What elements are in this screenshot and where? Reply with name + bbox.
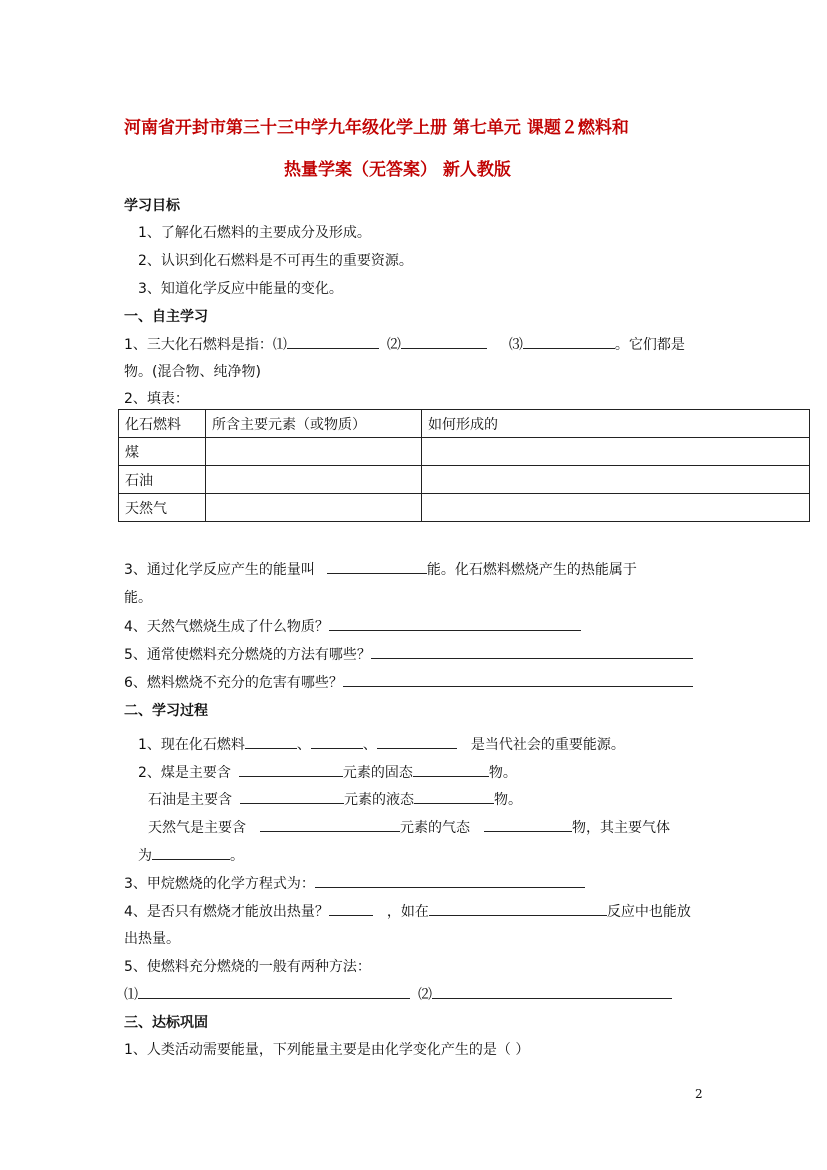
table-cell-blank[interactable] xyxy=(422,466,810,494)
p2-gas-line-2 xyxy=(138,845,244,865)
p4-line xyxy=(124,901,691,921)
blank-chemical-energy[interactable] xyxy=(327,559,427,574)
q6-label: 6、燃料燃烧不充分的危害有哪些？ xyxy=(124,675,343,691)
q5-label: 5、通常使燃料充分燃烧的方法有哪些？ xyxy=(124,647,371,663)
table-row-label: 煤 xyxy=(119,438,206,466)
table-row xyxy=(119,494,810,522)
p2-coal-label: 2、煤是主要含 xyxy=(138,765,231,781)
blank-p5-method-2[interactable] xyxy=(432,984,672,999)
p1-sep: 、 xyxy=(362,737,377,753)
blank-p5-method-1[interactable] xyxy=(138,984,410,999)
q4-label: 4、天然气燃烧生成了什么物质？ xyxy=(124,619,329,635)
blank-p1-3[interactable] xyxy=(377,734,457,749)
p2-gas-line xyxy=(148,817,670,837)
section1-heading: 一、自主学习 xyxy=(124,309,208,325)
table-header: 所含主要元素（或物质） xyxy=(206,410,422,438)
p3-line xyxy=(124,873,585,893)
q1-line-2: 物。(混合物、纯净物) xyxy=(124,364,261,380)
table-cell-blank[interactable] xyxy=(422,494,810,522)
table-row-label: 天然气 xyxy=(119,494,206,522)
blank-fuel-3[interactable] xyxy=(523,334,615,349)
q1-line xyxy=(124,334,685,354)
p5-line xyxy=(124,984,672,1004)
p1-line xyxy=(138,734,625,754)
p1-label: 1、现在化石燃料 xyxy=(138,737,245,753)
p2-oil-mid: 元素的液态 xyxy=(344,792,414,808)
q3-line xyxy=(124,559,637,579)
blank-q6[interactable] xyxy=(343,672,693,687)
table-cell-blank[interactable] xyxy=(422,438,810,466)
p2-coal-mid: 元素的固态 xyxy=(342,765,413,781)
p2-oil-label: 石油是主要含 xyxy=(148,792,232,808)
table-row-label: 石油 xyxy=(119,466,206,494)
goal-item: 3、知道化学反应中能量的变化。 xyxy=(138,281,343,297)
q3-label: 3、通过化学反应产生的能量叫 xyxy=(124,562,315,578)
p2-oil-tail: 物。 xyxy=(494,792,522,808)
table-header: 化石燃料 xyxy=(119,410,206,438)
blank-gas-main[interactable] xyxy=(152,845,230,860)
fuel-table xyxy=(118,409,810,522)
p1-sep: 、 xyxy=(296,737,311,753)
blank-p1-1[interactable] xyxy=(245,734,297,749)
goal-item: 2、认识到化石燃料是不可再生的重要资源。 xyxy=(138,253,413,269)
q1-mark-2: ⑵ xyxy=(386,337,401,353)
q3-tail: 能。化石燃料燃烧产生的热能属于 xyxy=(426,562,637,578)
table-cell-blank[interactable] xyxy=(206,438,422,466)
p2-oil-line xyxy=(148,789,522,809)
p2-gas-label: 天然气是主要含 xyxy=(148,820,246,836)
table-cell-blank[interactable] xyxy=(206,494,422,522)
blank-p1-2[interactable] xyxy=(311,734,363,749)
page-number: 2 xyxy=(695,1087,703,1101)
table-row xyxy=(119,466,810,494)
blank-methane-equation[interactable] xyxy=(315,873,585,888)
table-row xyxy=(119,438,810,466)
blank-p4-yesno[interactable] xyxy=(329,901,373,916)
blank-coal-type[interactable] xyxy=(413,762,489,777)
p2-coal-tail: 物。 xyxy=(488,765,517,781)
p5-label: 5、使燃料充分燃烧的一般有两种方法： xyxy=(124,959,371,975)
p2-gas-label-2: 为 xyxy=(138,848,152,864)
p2-gas-mid: 元素的气态 xyxy=(400,820,470,836)
blank-coal-element[interactable] xyxy=(239,762,343,777)
goal-item: 1、了解化石燃料的主要成分及形成。 xyxy=(138,225,371,241)
q4-line xyxy=(124,616,581,636)
p4-label: 4、是否只有燃烧才能放出热量？ xyxy=(124,904,329,920)
title-line-2: 热量学案（无答案） 新人教版 xyxy=(284,160,511,180)
p5-mark-2: ⑵ xyxy=(418,987,432,1003)
title-line-1: 河南省开封市第三十三中学九年级化学上册 第七单元 课题２燃料和 xyxy=(124,118,629,138)
section2-heading: 二、学习过程 xyxy=(124,703,208,719)
p2-gas-tail: 物，其主要气体 xyxy=(572,820,670,836)
blank-q4[interactable] xyxy=(329,616,581,631)
p4-mid: ，如在 xyxy=(386,904,429,920)
p4-line-2: 出热量。 xyxy=(124,931,180,947)
blank-gas-element[interactable] xyxy=(260,817,400,832)
goals-heading: 学习目标 xyxy=(124,198,180,214)
blank-q5[interactable] xyxy=(371,644,693,659)
q1-label: 1、三大化石燃料是指：⑴ xyxy=(124,337,287,353)
p2-coal-line xyxy=(138,762,517,782)
blank-fuel-1[interactable] xyxy=(287,334,379,349)
blank-oil-element[interactable] xyxy=(240,789,344,804)
q6-line xyxy=(124,672,693,692)
blank-fuel-2[interactable] xyxy=(401,334,487,349)
p2-gas-end: 。 xyxy=(230,848,244,864)
blank-oil-type[interactable] xyxy=(414,789,494,804)
q2-label: 2、填表： xyxy=(124,391,189,407)
p4-tail: 反应中也能放 xyxy=(606,904,691,920)
s3-q1: 1、人类活动需要能量，下列能量主要是由化学变化产生的是（ ） xyxy=(124,1042,530,1058)
p5-mark-1: ⑴ xyxy=(124,987,138,1003)
q3-line-2: 能。 xyxy=(124,590,152,606)
q1-mark-3: ⑶ xyxy=(508,337,523,353)
blank-gas-type[interactable] xyxy=(484,817,572,832)
q5-line xyxy=(124,644,693,664)
p1-tail: 是当代社会的重要能源。 xyxy=(470,737,625,753)
table-header-row xyxy=(119,410,810,438)
blank-p4-reaction[interactable] xyxy=(429,901,607,916)
p3-label: 3、甲烷燃烧的化学方程式为： xyxy=(124,876,315,892)
section3-heading: 三、达标巩固 xyxy=(124,1015,208,1031)
q1-tail: 。它们都是 xyxy=(614,337,685,353)
table-header: 如何形成的 xyxy=(422,410,810,438)
table-cell-blank[interactable] xyxy=(206,466,422,494)
